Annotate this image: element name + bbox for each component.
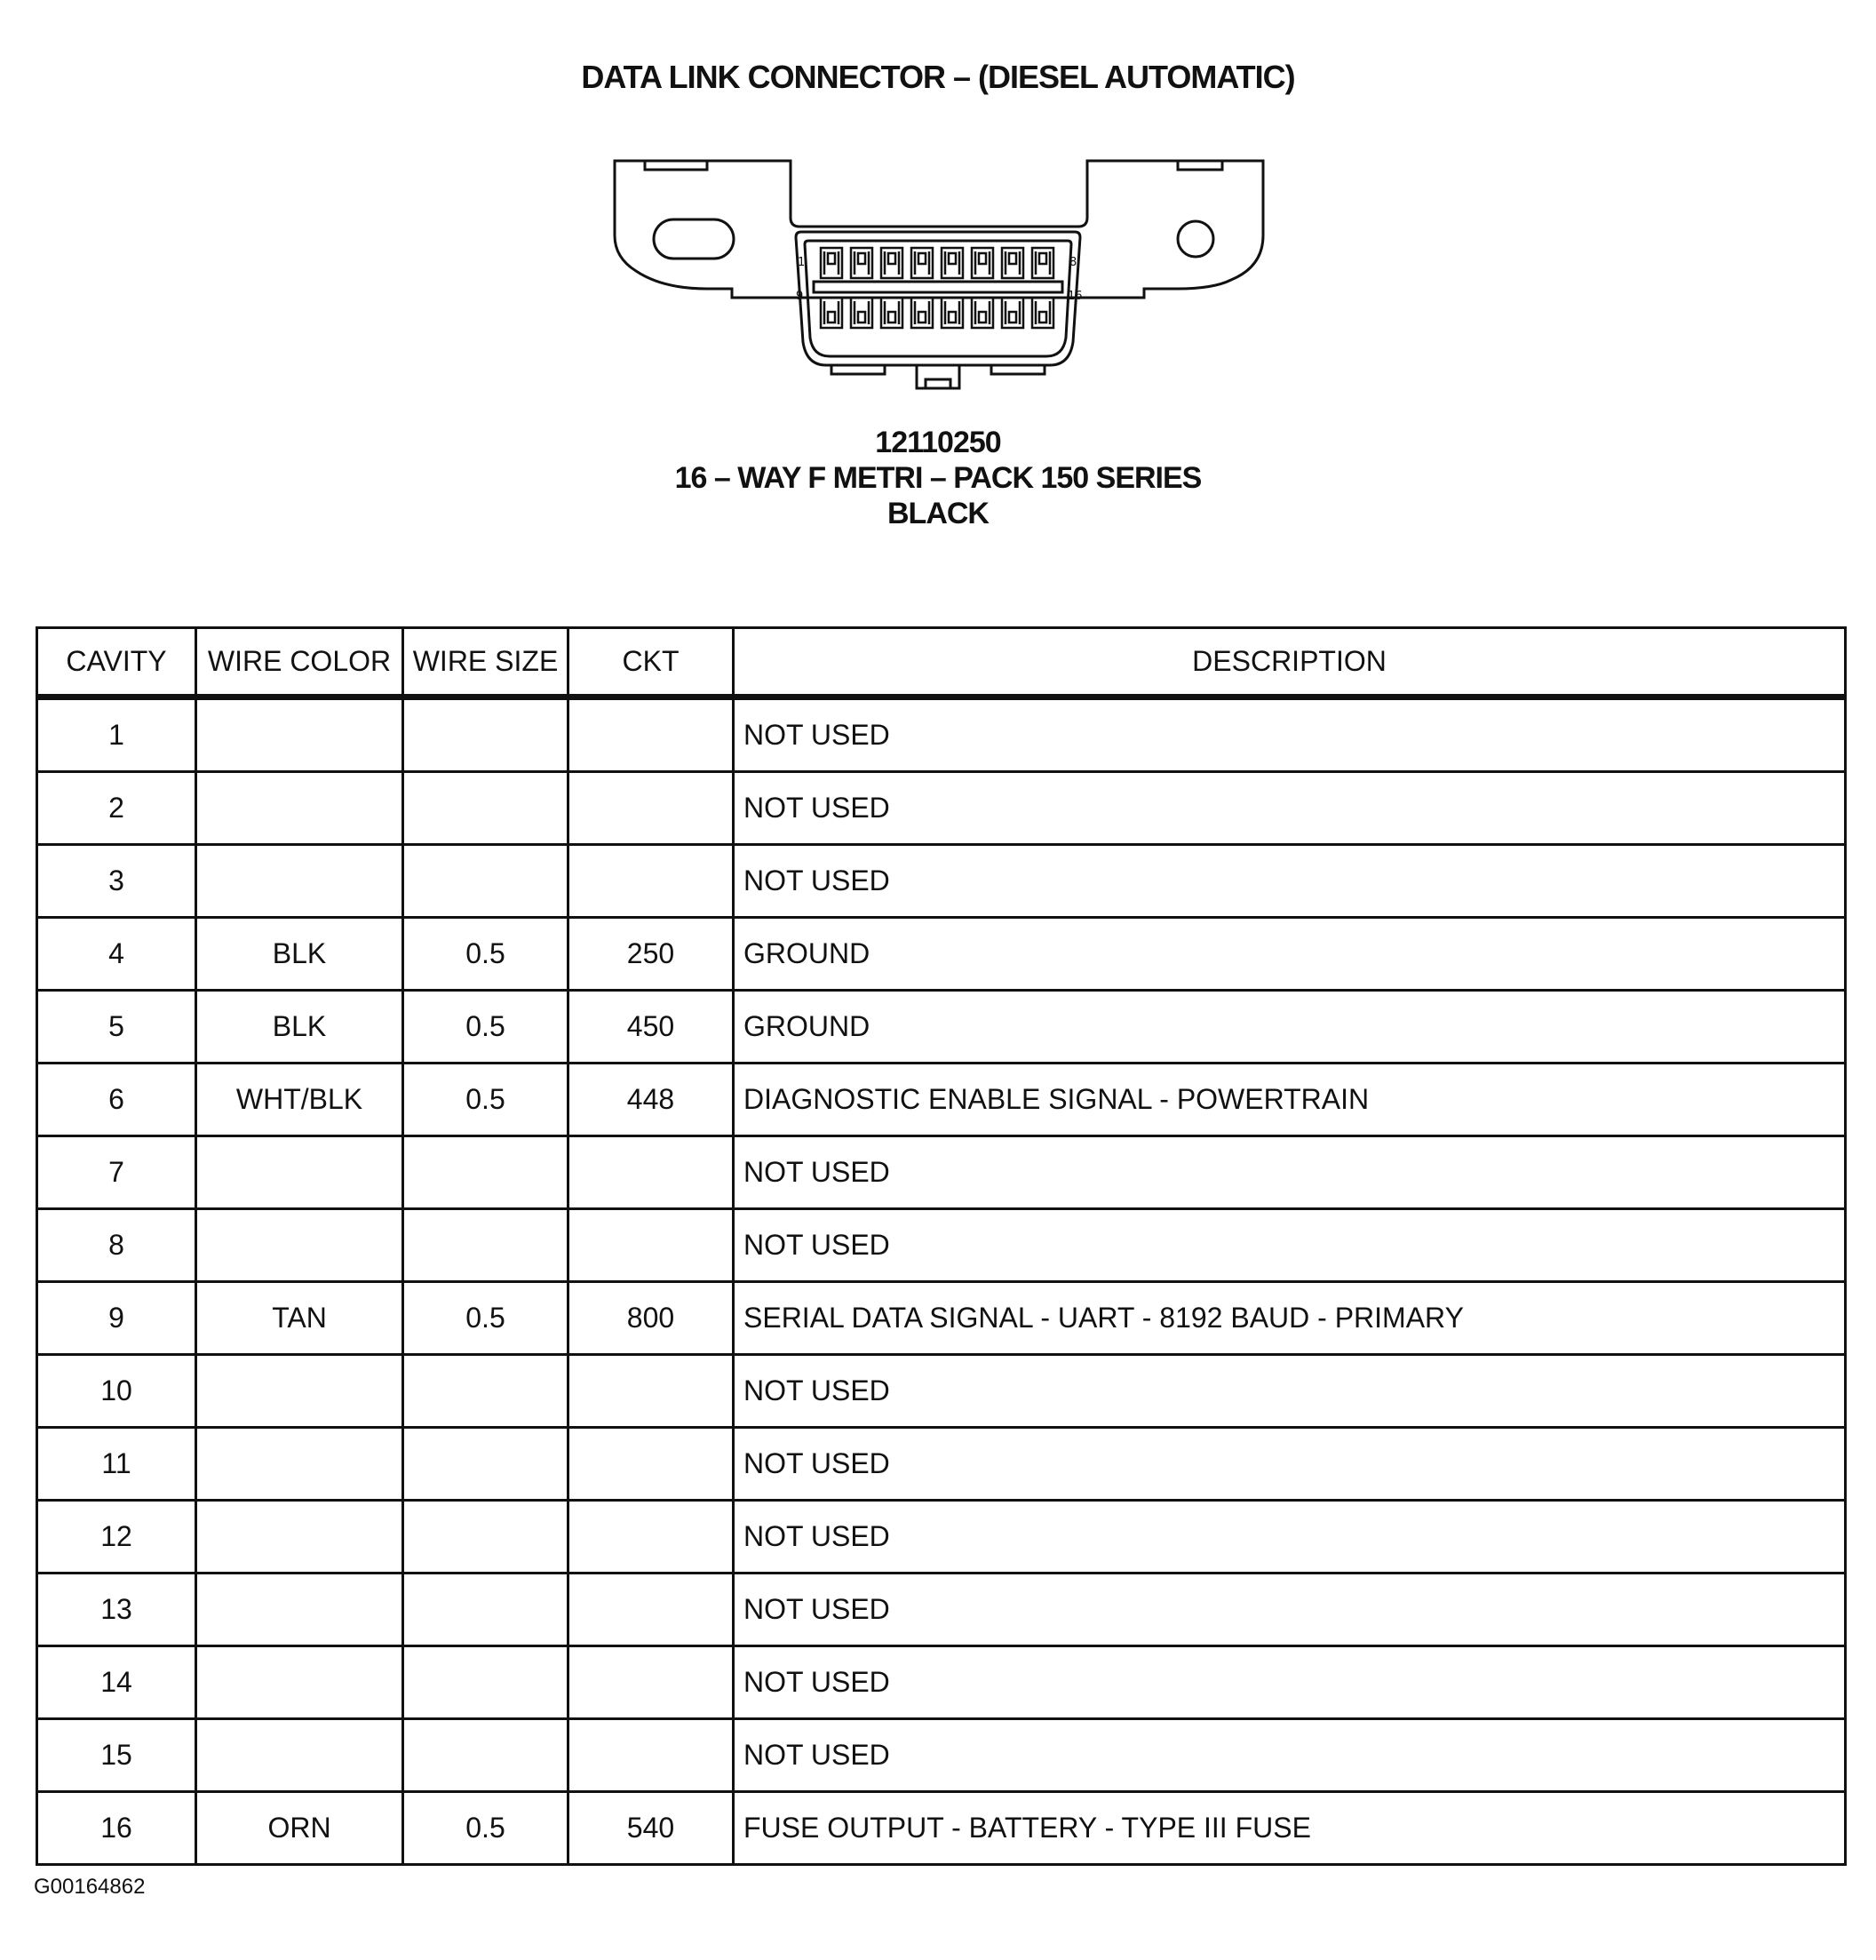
mounting-hole-right <box>1178 221 1213 257</box>
cell-cavity: 13 <box>37 1574 196 1646</box>
cell-description: GROUND <box>734 991 1846 1064</box>
cell-ckt: 800 <box>568 1282 734 1355</box>
cell-cavity: 4 <box>37 918 196 991</box>
cell-cavity: 14 <box>37 1646 196 1719</box>
connector-housing <box>615 161 1263 298</box>
cell-cavity: 1 <box>37 697 196 772</box>
cell-ckt <box>568 1501 734 1574</box>
pin-row-divider <box>814 282 1062 292</box>
pin-cavity <box>881 298 902 328</box>
cell-cavity: 15 <box>37 1719 196 1792</box>
cell-wire-size <box>403 1428 568 1501</box>
cell-cavity: 10 <box>37 1355 196 1428</box>
table-row <box>37 1574 1846 1646</box>
mounting-slot-left <box>654 219 734 259</box>
cell-wire-color <box>196 845 403 918</box>
cell-ckt: 250 <box>568 918 734 991</box>
cell-wire-color <box>196 1355 403 1428</box>
cell-description: NOT USED <box>734 1574 1846 1646</box>
cell-ckt <box>568 1136 734 1209</box>
cell-description: NOT USED <box>734 772 1846 845</box>
pin-cavity <box>972 248 993 278</box>
pin-cavity <box>1002 298 1023 328</box>
cell-cavity: 16 <box>37 1792 196 1865</box>
cell-ckt <box>568 1428 734 1501</box>
cell-wire-color <box>196 697 403 772</box>
table-row <box>37 1792 1846 1865</box>
table-header-row <box>37 628 1846 697</box>
pin-cavity <box>881 248 902 278</box>
cell-wire-size <box>403 1646 568 1719</box>
connector-type: 16 – WAY F METRI – PACK 150 SERIES <box>674 461 1202 495</box>
cell-description: NOT USED <box>734 1428 1846 1501</box>
header-description: DESCRIPTION <box>734 628 1846 697</box>
cell-ckt <box>568 772 734 845</box>
cell-cavity: 6 <box>37 1064 196 1136</box>
cell-wire-color <box>196 1501 403 1574</box>
cell-ckt <box>568 1719 734 1792</box>
cell-description: NOT USED <box>734 1501 1846 1574</box>
table-row <box>37 1501 1846 1574</box>
cell-description: NOT USED <box>734 845 1846 918</box>
cell-description: DIAGNOSTIC ENABLE SIGNAL - POWERTRAIN <box>734 1064 1846 1136</box>
pin-cavity <box>851 248 872 278</box>
part-number: 12110250 <box>875 426 1001 459</box>
cell-description: GROUND <box>734 918 1846 991</box>
table-row <box>37 1719 1846 1792</box>
pin-label-16: 16 <box>1068 290 1083 303</box>
cell-wire-size <box>403 1209 568 1282</box>
cell-wire-size <box>403 1501 568 1574</box>
cell-wire-size <box>403 1136 568 1209</box>
pin-label-1: 1 <box>798 256 806 269</box>
table-row <box>37 697 1846 772</box>
cell-wire-color: BLK <box>196 991 403 1064</box>
cell-ckt <box>568 1574 734 1646</box>
cell-wire-size: 0.5 <box>403 991 568 1064</box>
cell-wire-size: 0.5 <box>403 1282 568 1355</box>
header-ckt: CKT <box>568 628 734 697</box>
ear-tab-right <box>1178 161 1222 170</box>
cell-wire-color <box>196 1646 403 1719</box>
table-row <box>37 1209 1846 1282</box>
pin-cavity <box>942 298 963 328</box>
cell-ckt: 448 <box>568 1064 734 1136</box>
cell-description: NOT USED <box>734 1646 1846 1719</box>
cell-wire-color <box>196 1209 403 1282</box>
cell-description: NOT USED <box>734 1355 1846 1428</box>
cell-wire-color <box>196 1428 403 1501</box>
cell-ckt: 450 <box>568 991 734 1064</box>
table-row <box>37 772 1846 845</box>
header-wire-color: WIRE COLOR <box>196 628 403 697</box>
bottom-rail <box>991 365 1045 374</box>
cell-ckt <box>568 845 734 918</box>
cell-ckt <box>568 1355 734 1428</box>
table-row <box>37 1428 1846 1501</box>
pin-label-8: 8 <box>1069 256 1077 269</box>
ear-tab-left <box>645 161 707 170</box>
cell-description: SERIAL DATA SIGNAL - UART - 8192 BAUD - PRIMARY <box>734 1282 1846 1355</box>
cell-cavity: 8 <box>37 1209 196 1282</box>
cell-description: NOT USED <box>734 1209 1846 1282</box>
cell-ckt <box>568 697 734 772</box>
table-row <box>37 1136 1846 1209</box>
table-row <box>37 1064 1846 1136</box>
cell-wire-size: 0.5 <box>403 1064 568 1136</box>
cell-wire-color: ORN <box>196 1792 403 1865</box>
connector-face-diagram <box>609 155 1267 395</box>
table-row <box>37 1646 1846 1719</box>
bottom-rail <box>831 365 885 374</box>
cell-wire-size <box>403 772 568 845</box>
cell-wire-size <box>403 697 568 772</box>
pin-label-9: 9 <box>796 290 804 303</box>
pin-cavity <box>942 248 963 278</box>
cell-wire-color <box>196 1719 403 1792</box>
pin-cavity <box>1002 248 1023 278</box>
cell-wire-size <box>403 1355 568 1428</box>
cell-wire-color <box>196 772 403 845</box>
cell-cavity: 5 <box>37 991 196 1064</box>
connector-color: BLACK <box>887 497 989 530</box>
cell-wire-color: TAN <box>196 1282 403 1355</box>
cell-cavity: 2 <box>37 772 196 845</box>
cell-cavity: 9 <box>37 1282 196 1355</box>
table-row <box>37 1282 1846 1355</box>
pinout-table <box>36 626 1847 1866</box>
pin-cavity <box>821 248 842 278</box>
pin-cavity <box>1032 298 1053 328</box>
table-row <box>37 991 1846 1064</box>
diagram-title: DATA LINK CONNECTOR – (DIESEL AUTOMATIC) <box>581 59 1295 95</box>
figure-code: G00164862 <box>34 1875 146 1899</box>
cell-cavity: 3 <box>37 845 196 918</box>
pin-cavity <box>821 298 842 328</box>
pin-cavity <box>851 298 872 328</box>
cell-ckt: 540 <box>568 1792 734 1865</box>
bottom-latch <box>917 365 959 388</box>
cell-description: NOT USED <box>734 697 1846 772</box>
header-cavity: CAVITY <box>37 628 196 697</box>
cell-wire-color <box>196 1574 403 1646</box>
table-row <box>37 918 1846 991</box>
table-row <box>37 845 1846 918</box>
cell-cavity: 11 <box>37 1428 196 1501</box>
cell-wire-color: BLK <box>196 918 403 991</box>
cell-wire-size: 0.5 <box>403 918 568 991</box>
table-row <box>37 1355 1846 1428</box>
cell-wire-size <box>403 1574 568 1646</box>
cell-wire-color: WHT/BLK <box>196 1064 403 1136</box>
cell-ckt <box>568 1209 734 1282</box>
cell-wire-size: 0.5 <box>403 1792 568 1865</box>
cell-ckt <box>568 1646 734 1719</box>
cell-cavity: 7 <box>37 1136 196 1209</box>
pin-cavity <box>972 298 993 328</box>
cell-wire-size <box>403 845 568 918</box>
cell-description: FUSE OUTPUT - BATTERY - TYPE III FUSE <box>734 1792 1846 1865</box>
cell-wire-color <box>196 1136 403 1209</box>
cell-wire-size <box>403 1719 568 1792</box>
pin-cavity <box>911 248 933 278</box>
header-wire-size: WIRE SIZE <box>403 628 568 697</box>
pin-cavity <box>911 298 933 328</box>
pin-cavity <box>1032 248 1053 278</box>
cell-description: NOT USED <box>734 1719 1846 1792</box>
cell-description: NOT USED <box>734 1136 1846 1209</box>
cell-cavity: 12 <box>37 1501 196 1574</box>
